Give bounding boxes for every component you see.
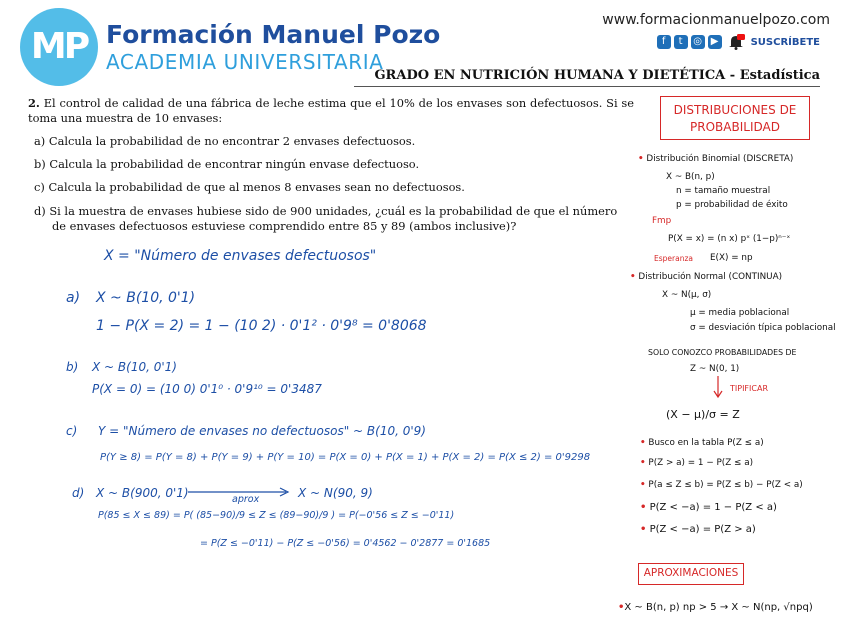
problem-item-d: d) Si la muestra de envases hubiese sido de 900 unidades, ¿cuál es la probabilidad de que el número de envases defectuosos estuviese comprendido entre 85 y 89 (ambos inclusive)? [34, 204, 618, 233]
brand-subtitle: ACADEMIA UNIVERSITARIA [106, 50, 384, 74]
def-x: X = "Número de envases defectuosos" [104, 248, 377, 264]
esperanza-label: Esperanza [654, 254, 693, 263]
course-title: GRADO EN NUTRICIÓN HUMANA Y DIETÉTICA - Estadística [374, 68, 820, 83]
youtube-icon[interactable]: ▶ [708, 35, 722, 49]
rule-5: • P(Z < −a) = P(Z > a) [640, 524, 756, 535]
rule-4: • P(Z < −a) = 1 − P(Z < a) [640, 502, 777, 513]
normal-sigma: σ = desviación típica poblacional [690, 323, 836, 333]
part-d-calc1: P(85 ≤ X ≤ 89) = P( (85−90)/9 ≤ Z ≤ (89−90)/9 ) = P(−0'56 ≤ Z ≤ −0'11) [98, 510, 455, 521]
binomial-n: n = tamaño muestral [676, 186, 771, 196]
part-d-label: d) [72, 486, 85, 500]
part-b-label: b) [66, 360, 79, 374]
rule-1: • Busco en la tabla P(Z ≤ a) [640, 438, 764, 448]
part-b-model: X ~ B(10, 0'1) [92, 360, 177, 374]
problem-number: 2. [28, 96, 40, 110]
problem-item-a: a) Calcula la probabilidad de no encontrar 2 envases defectuosos. [34, 134, 416, 148]
solo-conozco: SOLO CONOZCO PROBABILIDADES DE [648, 348, 797, 357]
problem-item-c: c) Calcula la probabilidad de que al menos 8 envases sean no defectuosos. [34, 180, 465, 194]
instagram-icon[interactable]: ◎ [691, 35, 705, 49]
part-c-label: c) [66, 424, 78, 438]
down-arrow-icon [712, 376, 724, 400]
part-a-label: a) [66, 290, 81, 306]
dist-title-box: DISTRIBUCIONES DE PROBABILIDAD [660, 96, 810, 140]
part-a-model: X ~ B(10, 0'1) [96, 290, 196, 306]
part-d-model: X ~ B(900, 0'1) [96, 486, 189, 500]
part-d-normal: X ~ N(90, 9) [298, 486, 373, 500]
rule-3: • P(a ≤ Z ≤ b) = P(Z ≤ b) − P(Z < a) [640, 480, 803, 490]
z-standard: Z ~ N(0, 1) [690, 364, 740, 374]
part-c-def: Y = "Número de envases no defectuosos" ~ B(10, 0'9) [98, 424, 426, 438]
binomial-p: p = probabilidad de éxito [676, 200, 788, 210]
rule-2: • P(Z > a) = 1 − P(Z ≤ a) [640, 458, 754, 468]
twitter-icon[interactable]: t [674, 35, 688, 49]
subscribe-link[interactable]: SUSCRÍBETE [750, 36, 820, 48]
fmp-label: Fmp [652, 216, 672, 226]
part-b-calc: P(X = 0) = (10 0) 0'1⁰ · 0'9¹⁰ = 0'3487 [92, 382, 322, 396]
binomial-heading: • Distribución Binomial (DISCRETA) [638, 154, 794, 164]
brand-name: Formación Manuel Pozo [106, 20, 441, 49]
part-d-calc2: = P(Z ≤ −0'11) − P(Z ≤ −0'56) = 0'4562 − 0'2877 = 0'1685 [200, 538, 491, 549]
social-bar [657, 34, 820, 50]
tipificar-formula: (X − μ)/σ = Z [666, 408, 740, 421]
approx-label: aprox [232, 494, 260, 505]
bell-icon[interactable] [727, 34, 745, 50]
header-divider [354, 86, 820, 87]
part-a-calc: 1 − P(X = 2) = 1 − (10 2) · 0'1² · 0'9⁸ = 0'8068 [96, 318, 427, 334]
normal-model: X ~ N(μ, σ) [662, 290, 712, 300]
fmp-formula: P(X = x) = (n x) pˣ (1−p)ⁿ⁻ˣ [668, 234, 791, 244]
problem-statement [28, 96, 634, 126]
binomial-model: X ~ B(n, p) [666, 172, 715, 182]
tipificar-label: TIPIFICAR [730, 384, 769, 393]
esperanza-formula: E(X) = np [710, 253, 753, 263]
problem-text: El control de calidad de una fábrica de leche estima que el 10% de los envases son defectuosos. Si se toma una muestra de 10 envases: [28, 96, 635, 125]
normal-heading: • Distribución Normal (CONTINUA) [630, 272, 783, 282]
site-url-link[interactable]: www.formacionmanuelpozo.com [602, 12, 830, 28]
approx-rule: •X ~ B(n, p) np > 5 → X ~ N(np, √npq) [618, 602, 813, 613]
part-c-calc: P(Y ≥ 8) = P(Y = 8) + P(Y = 9) + P(Y = 10) = P(X = 0) + P(X = 1) + P(X = 2) = P(X ≤ 2) = 0'9298 [100, 452, 591, 463]
academy-logo: MP [20, 8, 98, 86]
normal-mu: μ = media poblacional [690, 308, 790, 318]
facebook-icon[interactable]: f [657, 35, 671, 49]
problem-item-b: b) Calcula la probabilidad de encontrar ningún envase defectuoso. [34, 157, 420, 171]
approx-title-box: APROXIMACIONES [638, 563, 744, 585]
